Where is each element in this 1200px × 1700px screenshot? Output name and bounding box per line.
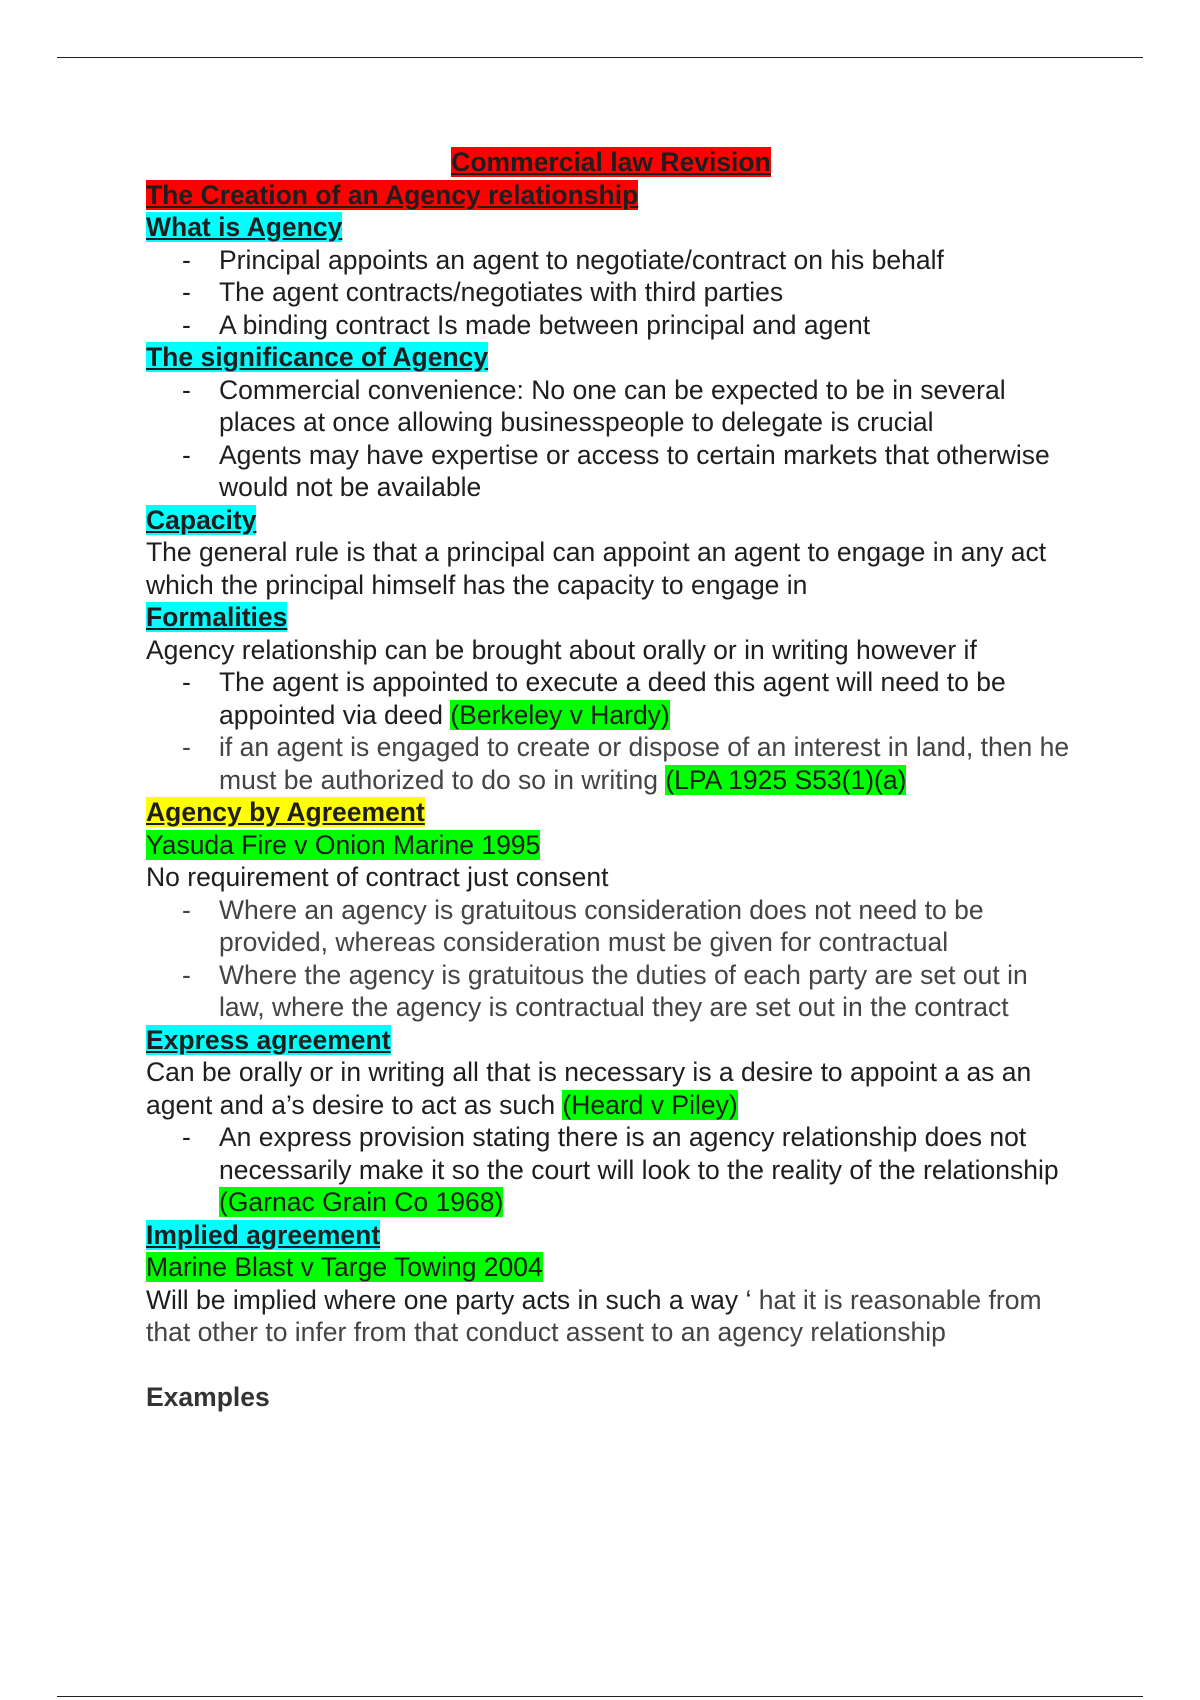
- subtitle-line: [146, 179, 1076, 212]
- case-citation: Marine Blast v Targe Towing 2004: [146, 1252, 543, 1282]
- formalities-list: [146, 666, 1076, 796]
- heading-what-is-agency: What is Agency: [146, 212, 343, 242]
- page-top-rule: [57, 57, 1143, 58]
- page-bottom-rule: [57, 1696, 1143, 1697]
- agency-by-agreement-case-line: [146, 829, 1076, 862]
- section-heading-significance: [146, 341, 1076, 374]
- list-item: - Where an agency is gratuitous consideration does not need to be provided, whereas consideration must be given for contractual: [219, 894, 1076, 959]
- paragraph-text: Will be implied where one party acts in such a way ‘: [146, 1284, 752, 1315]
- list-item: - Where the agency is gratuitous the duties of each party are set out in law, where the agency is contractual they are set out in the contract: [219, 959, 1076, 1024]
- list-item: [219, 1121, 1076, 1219]
- case-citation: (Berkeley v Hardy): [450, 699, 670, 730]
- implied-agreement-paragraph: [146, 1284, 1076, 1349]
- express-agreement-list: [146, 1121, 1076, 1219]
- list-item: - A binding contract Is made between principal and agent: [219, 309, 1076, 342]
- paragraph-text-continued: hat it is reasonable from that other to infer from that conduct assent to an agency relationship: [146, 1284, 1042, 1347]
- agency-by-agreement-list: [146, 894, 1076, 1024]
- document-body: [146, 146, 1076, 1414]
- list-item-text: if an agent is engaged to create or dispose of an interest in land, then he must be authorized to do so in writing: [219, 732, 1070, 795]
- express-agreement-paragraph: [146, 1056, 1076, 1121]
- section-heading-capacity: [146, 504, 1076, 537]
- document-title-line: [146, 146, 1076, 179]
- capacity-paragraph: The general rule is that a principal can appoint an agent to engage in any act which the principal himself has the capacity to engage in: [146, 537, 1047, 600]
- document-subtitle: The Creation of an Agency relationship: [146, 179, 639, 210]
- list-item-text: An express provision stating there is an agency relationship does not necessarily make it so the court will look to the reality of the relationship: [219, 1122, 1059, 1185]
- formalities-paragraph: Agency relationship can be brought about orally or in writing however if: [146, 634, 977, 665]
- list-item: [219, 666, 1076, 731]
- heading-capacity: Capacity: [146, 504, 257, 535]
- case-citation: (Heard v Piley): [562, 1089, 738, 1120]
- case-citation: (Garnac Grain Co 1968): [219, 1187, 504, 1217]
- paragraph-text: Can be orally or in writing all that is necessary is a desire to appoint a as an agent and a’s desire to act as such: [146, 1057, 1032, 1120]
- list-item: [219, 731, 1076, 796]
- section-heading-agency-by-agreement: [146, 796, 1076, 829]
- section-heading-formalities: [146, 601, 1076, 634]
- blank-line: [146, 1349, 1076, 1382]
- case-citation: (LPA 1925 S53(1)(a): [665, 764, 907, 795]
- document-title: Commercial law Revision: [451, 147, 771, 177]
- list-item-text: The agent is appointed to execute a deed this agent will need to be appointed via deed: [219, 667, 1006, 730]
- heading-significance: The significance of Agency: [146, 342, 489, 372]
- what-is-agency-list: [146, 244, 1076, 342]
- significance-list: [146, 374, 1076, 504]
- agency-by-agreement-paragraph: No requirement of contract just consent: [146, 862, 609, 892]
- list-item: - Commercial convenience: No one can be expected to be in several places at once allowing businesspeople to delegate is crucial: [219, 374, 1076, 439]
- list-item: - Agents may have expertise or access to certain markets that otherwise would not be available: [219, 439, 1076, 504]
- heading-implied-agreement: Implied agreement: [146, 1219, 381, 1250]
- section-heading-express-agreement: [146, 1024, 1076, 1057]
- section-heading-implied-agreement: [146, 1219, 1076, 1252]
- heading-agency-by-agreement: Agency by Agreement: [146, 797, 425, 827]
- list-item: - The agent contracts/negotiates with third parties: [219, 276, 1076, 309]
- section-heading-what-is-agency: [146, 211, 1076, 244]
- heading-express-agreement: Express agreement: [146, 1024, 391, 1055]
- heading-formalities: Formalities: [146, 602, 288, 632]
- examples-heading: Examples: [146, 1382, 270, 1412]
- case-citation: Yasuda Fire v Onion Marine 1995: [146, 829, 541, 860]
- list-item: - Principal appoints an agent to negotiate/contract on his behalf: [219, 244, 1076, 277]
- implied-agreement-case-line: [146, 1251, 1076, 1284]
